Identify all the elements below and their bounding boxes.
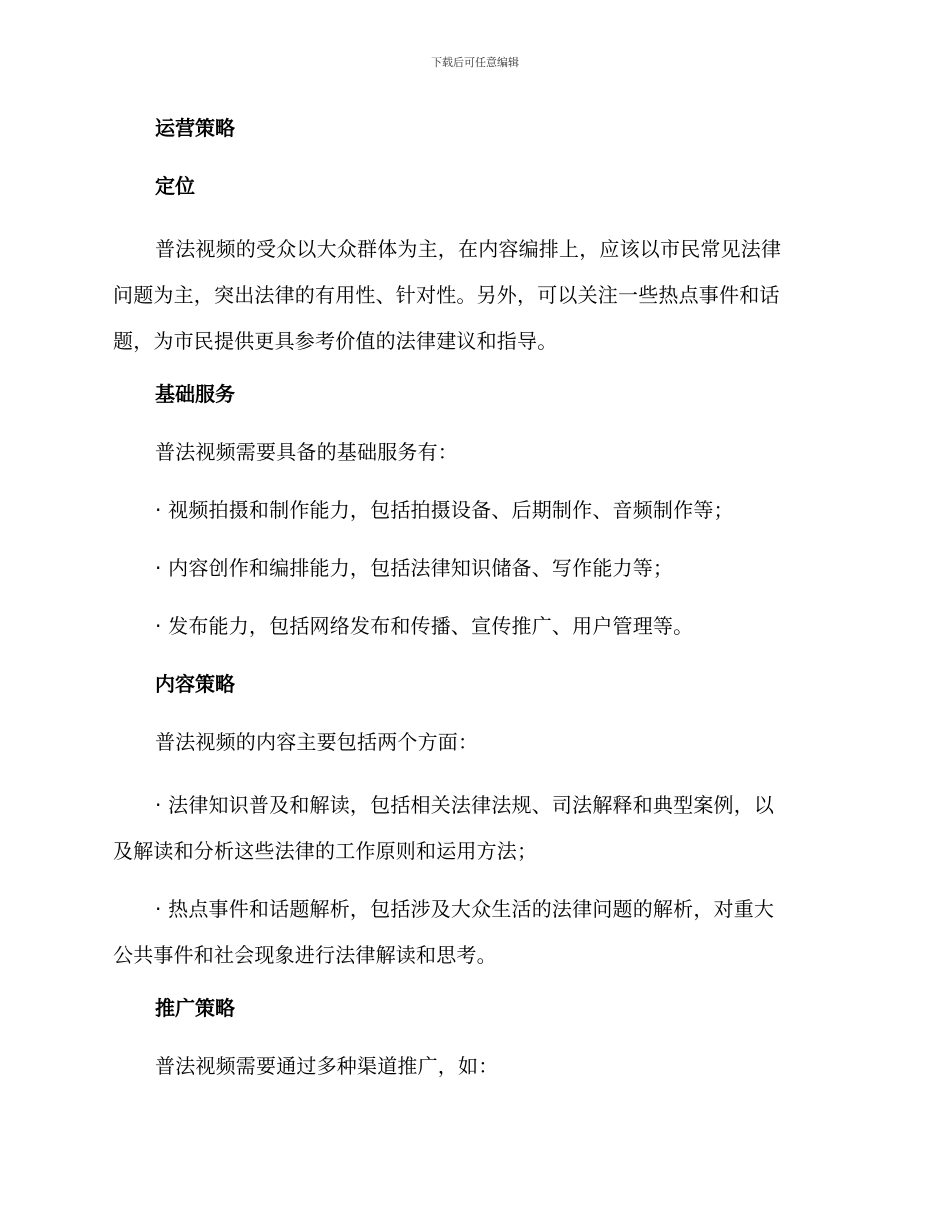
list-item-text: · 法律知识普及和解读，包括相关法律法规、司法解释和典型案例，以 xyxy=(155,793,775,817)
heading-positioning: 定位 xyxy=(155,174,195,198)
list-item-content-2 xyxy=(113,886,833,978)
list-item-text: 及解读和分析这些法律的工作原则和运用方法； xyxy=(113,839,538,863)
list-item-text: · 发布能力，包括网络发布和传播、宣传推广、用户管理等。 xyxy=(155,614,694,638)
heading-content-strategy: 内容策略 xyxy=(155,672,235,696)
paragraph-content-intro xyxy=(113,724,833,760)
paragraph-promo-intro xyxy=(113,1048,833,1084)
paragraph-line: 普法视频需要具备的基础服务有： xyxy=(155,440,458,464)
page-header-note: 下载后可任意编辑 xyxy=(431,56,519,69)
paragraph-line: 普法视频的内容主要包括两个方面： xyxy=(155,730,479,754)
paragraph-line: 普法视频需要通过多种渠道推广，如： xyxy=(155,1054,499,1078)
heading-promotion-strategy: 推广策略 xyxy=(155,996,235,1020)
heading-basic-services: 基础服务 xyxy=(155,382,235,406)
paragraph-positioning xyxy=(113,226,833,364)
list-item-text: 公共事件和社会现象进行法律解读和思考。 xyxy=(113,943,497,967)
list-item-basic-3 xyxy=(113,608,833,644)
list-item-text: · 热点事件和话题解析，包括涉及大众生活的法律问题的解析，对重大 xyxy=(155,897,775,921)
list-item-content-1 xyxy=(113,782,833,874)
paragraph-basic-intro xyxy=(113,434,833,470)
paragraph-line: 普法视频的受众以大众群体为主，在内容编排上，应该以市民常见法律 xyxy=(155,237,782,261)
list-item-basic-2 xyxy=(113,550,833,586)
list-item-basic-1 xyxy=(113,492,833,528)
list-item-text: · 视频拍摄和制作能力，包括拍摄设备、后期制作、音频制作等； xyxy=(155,498,734,522)
heading-operations-strategy: 运营策略 xyxy=(155,116,235,140)
list-item-text: · 内容创作和编排能力，包括法律知识储备、写作能力等； xyxy=(155,556,674,580)
paragraph-line: 题，为市民提供更具参考价值的法律建议和指导。 xyxy=(113,329,558,353)
document-body xyxy=(113,110,833,1106)
paragraph-line: 问题为主，突出法律的有用性、针对性。另外，可以关注一些热点事件和话 xyxy=(113,283,780,307)
